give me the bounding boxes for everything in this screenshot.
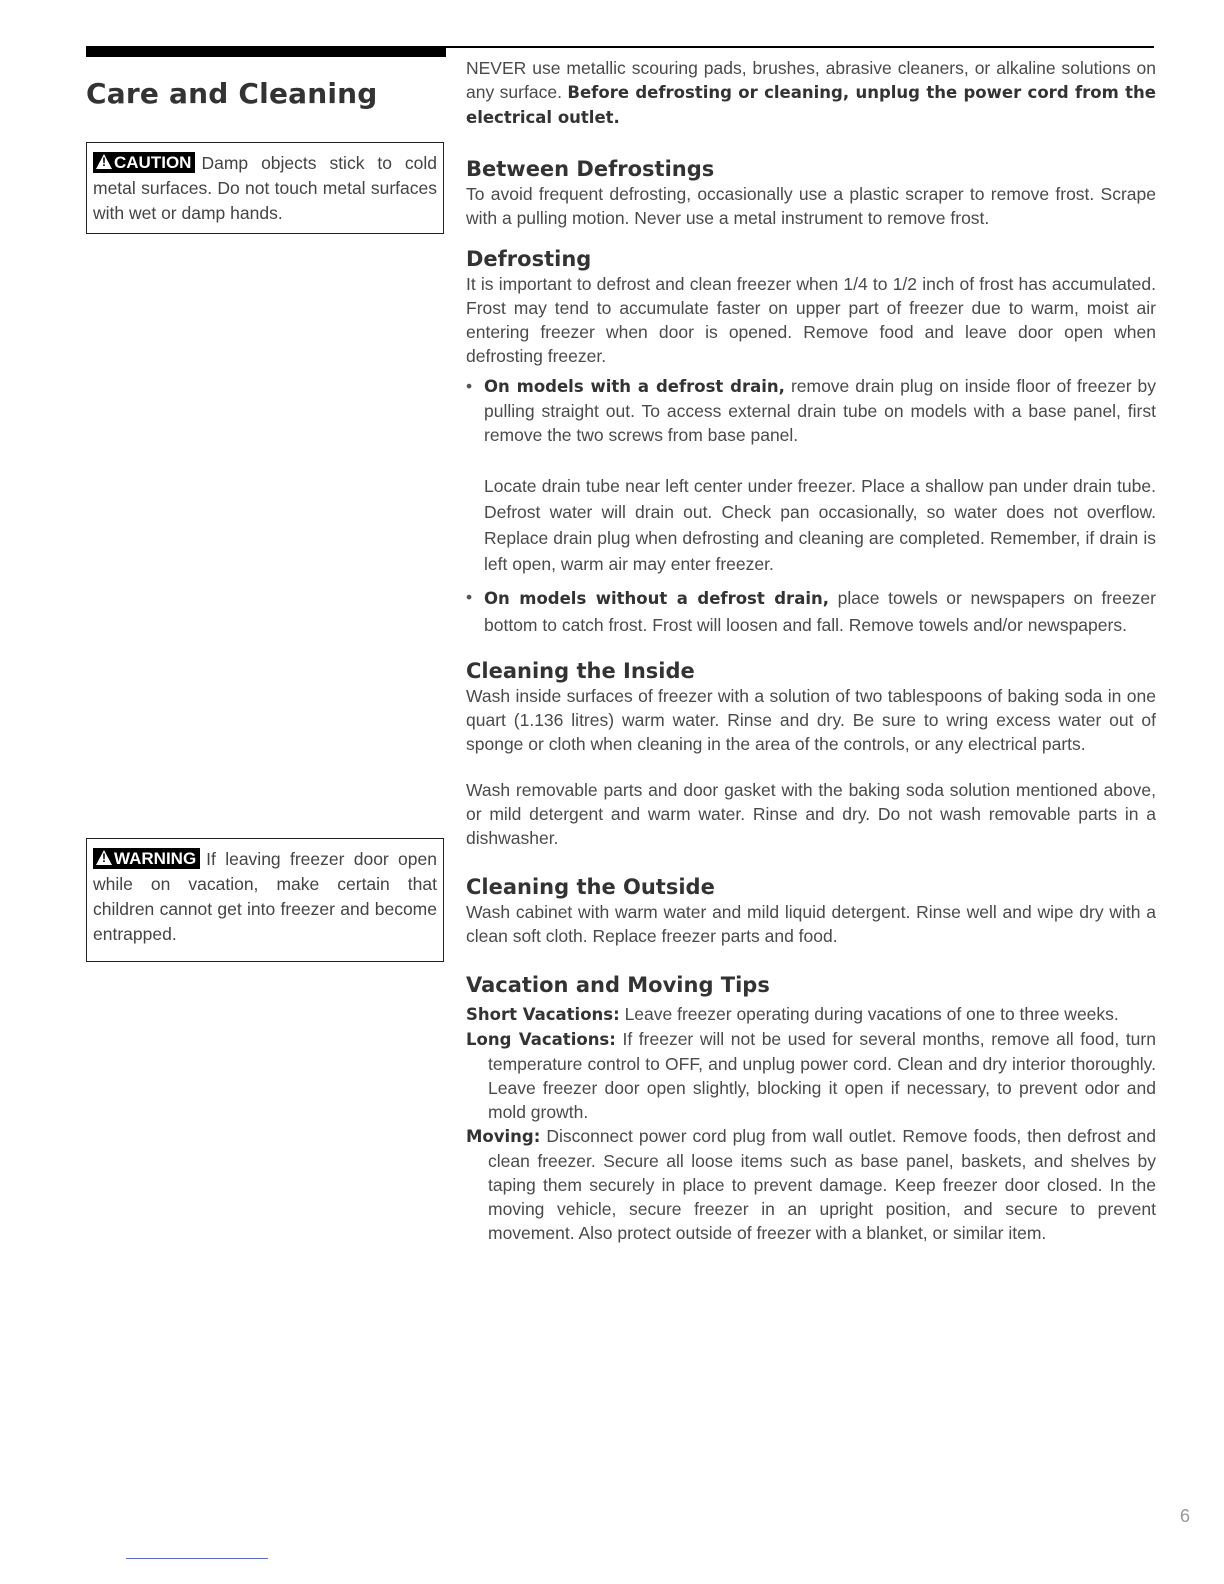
between-text: To avoid frequent defrosting, occasionally use a plastic scraper to remove frost. Scrape with a pulling motion. Never use a metal instrument to remove frost. [466, 184, 1156, 228]
page-title: Care and Cleaning [86, 77, 378, 110]
caution-box [86, 142, 444, 234]
footer-line [126, 1558, 268, 1559]
short-vacations: Short Vacations: Leave freezer operating during vacations of one to three weeks. [466, 1004, 1119, 1024]
top-rule [446, 46, 1154, 48]
warning-text: If leaving freezer door open while on vacation, make certain that children cannot get into freezer and become entrapped. [93, 849, 437, 944]
inside-text-2: Wash removable parts and door gasket with the baking soda solution mentioned above, or mild detergent and warm water. Rinse and dry. Do not wash removable parts in a dishwasher. [466, 780, 1156, 848]
warning-box [86, 838, 444, 962]
page-number: 6 [1180, 1506, 1191, 1526]
inside-text-1: Wash inside surfaces of freezer with a solution of two tablespoons of baking soda in one quart (1.136 litres) warm water. Rinse and dry. Be sure to wring excess water out of sponge or cloth when cleaning in the area of the controls, or any electrical parts. [466, 686, 1156, 754]
moving: Moving: Disconnect power cord plug from wall outlet. Remove foods, then defrost and clean freezer. Secure all loose items such as base panel, baskets, and shelves by taping them securely in place to prevent damage. Keep freezer door closed. In the moving vehicle, secure freezer in an upright position, and secure to prevent movement. Also protect outside of freezer with a blanket, or similar item. [466, 1126, 1156, 1243]
long-vacations: Long Vacations: If freezer will not be used for several months, remove all food, turn temperature control to OFF, and unplug power cord. Clean and dry interior thoroughly. Leave freezer door open slightly, blocking it open if necessary, to prevent odor and mold growth. [466, 1029, 1156, 1122]
heading-defrosting: Defrosting [466, 247, 592, 271]
alert-triangle-icon [96, 850, 112, 865]
bullet-with-drain: • On models with a defrost drain, remove drain plug on inside floor of freezer by pulling straight out. To access external drain tube on models with a base panel, first remove the two screws from base panel. Locate drain tube near left center under freezer. Place a shallow pan under drain tube. Defrost water will drain out. Check pan occasionally, so water does not overflow. Replace drain plug when defrosting and cleaning are completed. Remember, if drain is left open, warm air may enter freezer. [466, 374, 1156, 577]
bullet-without-drain: • On models without a defrost drain, place towels or newspapers on freezer bottom to catch frost. Frost will loosen and fall. Remove towels and/or newspapers. [466, 587, 1156, 635]
warning-badge: !WARNING [93, 848, 200, 869]
alert-triangle-icon [96, 154, 112, 169]
caution-text: Damp objects stick to cold metal surfaces. Do not touch metal surfaces with wet or damp hands. [93, 153, 437, 223]
bullet-dot: • [466, 587, 473, 607]
heading-between: Between Defrostings [466, 157, 715, 181]
outside-text: Wash cabinet with warm water and mild liquid detergent. Rinse well and wipe dry with a clean soft cloth. Replace freezer parts and food. [466, 902, 1156, 946]
drain-tube-text: Locate drain tube near left center under freezer. Place a shallow pan under drain tube. Defrost water will drain out. Check pan occasionally, so water does not overflow. Replace drain plug when defrosting and cleaning are completed. Remember, if drain is left open, warm air may enter freezer. [484, 476, 1156, 574]
title-bar [86, 46, 446, 57]
heading-vacation: Vacation and Moving Tips [466, 973, 770, 997]
defrosting-text: It is important to defrost and clean freezer when 1/4 to 1/2 inch of frost has accumulated. Frost may tend to accumulate faster on upper part of freezer due to warm, moist air entering freezer when door is opened. Remove food and leave door open when defrosting freezer. [466, 274, 1156, 366]
left-column [86, 46, 446, 110]
caution-badge: !CAUTION [93, 152, 195, 173]
intro-bold: Before defrosting or cleaning, unplug the power cord from the electrical outlet. [466, 83, 1156, 127]
intro-paragraph: NEVER use metallic scouring pads, brushes, abrasive cleaners, or alkaline solutions on any surface. Before defrosting or cleaning, unplug the power cord from the electrical outlet. [466, 58, 1156, 127]
heading-inside: Cleaning the Inside [466, 659, 695, 683]
heading-outside: Cleaning the Outside [466, 875, 715, 899]
bullet-dot: • [466, 376, 473, 396]
right-column [466, 56, 1156, 1245]
